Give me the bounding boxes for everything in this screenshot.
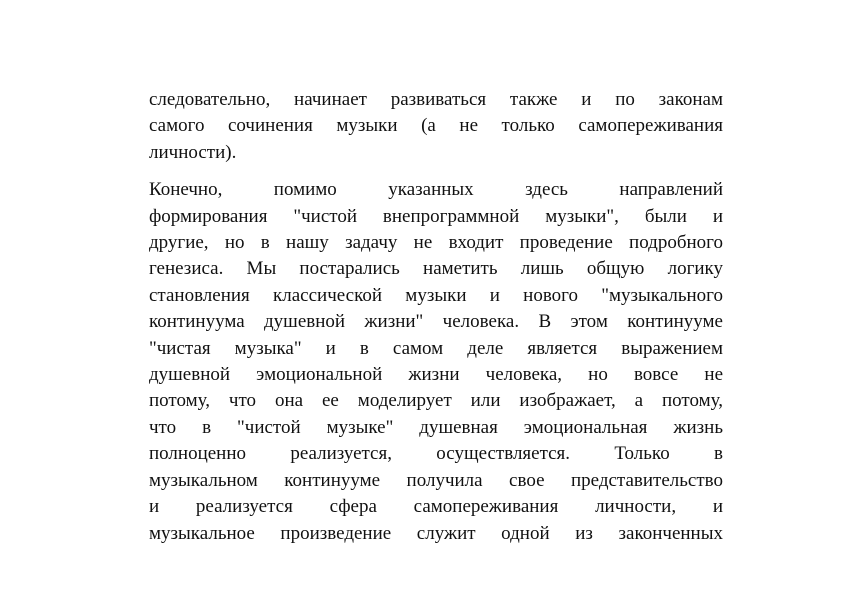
text-line: потому, что она ее моделирует или изображает, а потому, [149, 390, 723, 412]
text-line: континуума душевной жизни" человека. В этом континууме [149, 311, 723, 333]
text-line: полноценно реализуется, осуществляется. Только в [149, 443, 723, 465]
text-line: самого сочинения музыки (а не только самопереживания [149, 115, 723, 137]
text-line: Конечно, помимо указанных здесь направлений [149, 179, 723, 201]
text-line: личности). [149, 141, 237, 163]
document-body [149, 87, 723, 547]
text-line: формирования "чистой внепрограммной музыки", были и [149, 205, 723, 227]
text-line: и реализуется сфера самопереживания личности, и [149, 496, 723, 518]
text-line: "чистая музыка" и в самом деле является выражением [149, 337, 723, 359]
text-line: душевной эмоциональной жизни человека, но вовсе не [149, 364, 723, 386]
paragraph-1 [149, 87, 723, 166]
text-line: следовательно, начинает развиваться также и по законам [149, 89, 723, 110]
paragraph-2 [149, 177, 723, 547]
text-line: что в "чистой музыке" душевная эмоциональная жизнь [149, 416, 723, 438]
text-line: музыкальное произведение служит одной из законченных [149, 522, 723, 544]
text-line: становления классической музыки и нового "музыкального [149, 284, 723, 306]
text-line: другие, но в нашу задачу не входит проведение подробного [149, 232, 723, 254]
text-line: генезиса. Мы постарались наметить лишь общую логику [149, 258, 723, 280]
paragraph-spacing [149, 166, 723, 177]
text-line: музыкальном континууме получила свое представительство [149, 469, 723, 491]
